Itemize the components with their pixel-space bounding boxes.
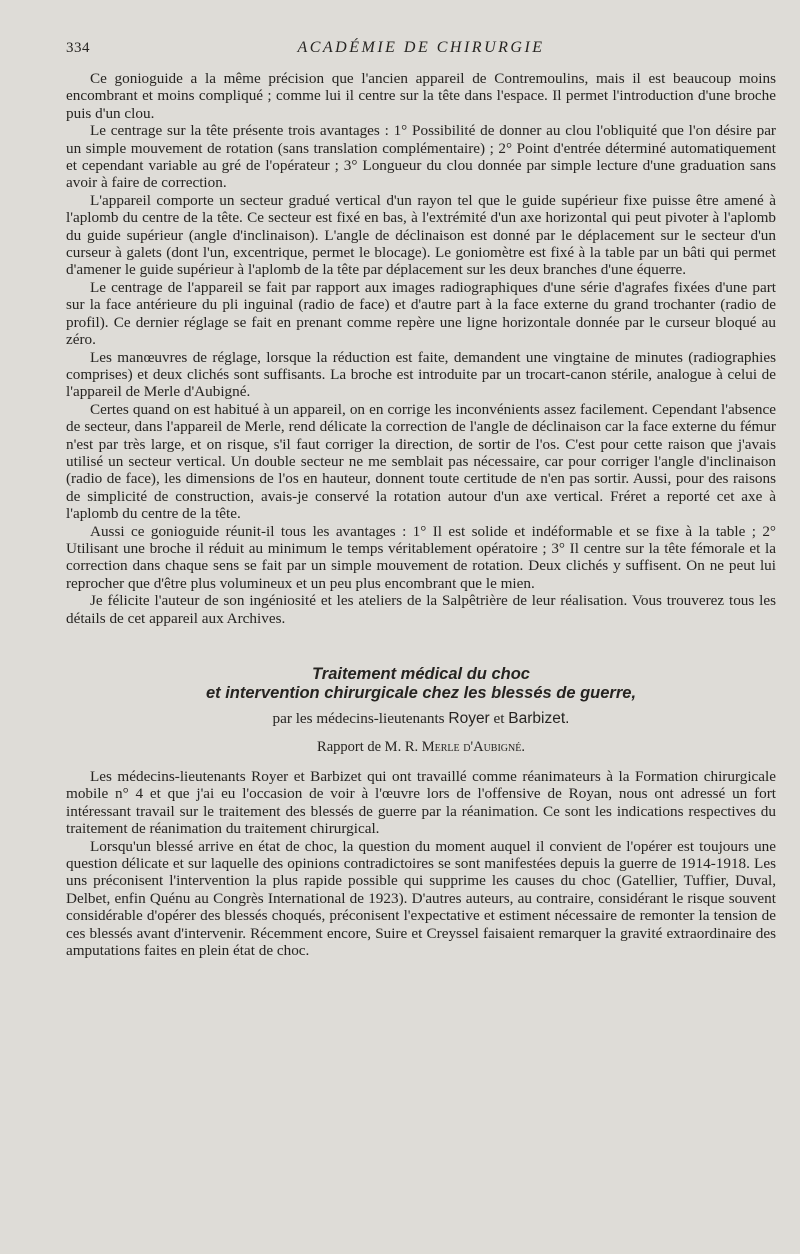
paragraph: L'appareil comporte un secteur gradué vertical d'un rayon tel que le guide supérieur fixe puisse être amené à l'aplomb du centre de la tête. Ce secteur est fixé en bas, à l'extrémité d'un axe horizontal qui peut pivoter à l'aplomb du guide supérieur (angle d'inclinaison). L'angle de déclinaison est donné par le déplacement sur le secteur d'un curseur à galets (dont l'un, excentrique, permet le blocage). Le goniomètre est fixé à la table par un bâti qui permet d'amener le guide supérieur à l'aplomb de la tête par déplacement sur les deux branches d'une équerre. bbox=[66, 191, 776, 279]
journal-title: ACADÉMIE DE CHIRURGIE bbox=[297, 39, 545, 56]
byline-conjunction: et bbox=[493, 710, 505, 727]
report-attribution bbox=[66, 739, 776, 756]
report-text-gonioguide bbox=[66, 70, 776, 627]
article-title-line-2: et intervention chirurgicale chez les blessés de guerre, bbox=[205, 684, 637, 702]
paragraph: Je félicite l'auteur de son ingéniosité et les ateliers de la Salpêtrière de leur réalisation. Vous trouverez tous les détails de cet appareil aux Archives. bbox=[66, 592, 776, 627]
paragraph: Les médecins-lieutenants Royer et Barbizet qui ont travaillé comme réanimateurs à la Formation chirurgicale mobile n° 4 et que j'ai eu l'occasion de voir à l'œuvre lors de l'offensive de Royan, nous ont adressé un fort intéressant travail sur le traitement des blessés de guerre par la réanimation. Ce sont les indications respectives du traitement de réanimation du traitement chirurgical. bbox=[66, 768, 776, 838]
byline bbox=[66, 710, 776, 728]
paragraph: Ce gonioguide a la même précision que l'ancien appareil de Contremoulins, mais il est beaucoup moins encombrant et moins compliqué ; comme lui il centre sur la tête dans l'espace. Il permet l'introduction d'une broche puis d'un clou. bbox=[66, 70, 776, 122]
paragraph: Le centrage de l'appareil se fait par rapport aux images radiographiques d'une série d'agrafes fixées d'une part sur la face antérieure du pli inguinal (radio de face) et d'autre part à la face externe du grand trochanter (radio de profil). Ce dernier réglage se fait en prenant comme repère une ligne horizontale donnée par le curseur bloqué au zéro. bbox=[66, 278, 776, 349]
paragraph: Lorsqu'un blessé arrive en état de choc, la question du moment auquel il convient de l'opérer est toujours une question délicate et sur laquelle des opinions contradictoires se sont manifestées depuis la guerre de 1914-1918. Les uns préconisent l'intervention la plus rapide possible qui supprime les causes du choc (Gatellier, Tuffier, Duval, Delbet, enfin Quénu au Congrès International de 1923). D'autres auteurs, au contraire, considérant le risque souvent considérable d'opérer des blessés choqués, préconisent l'expectative et estiment nécessaire de remonter la tension de ces blessés avant d'intervenir. Récemment encore, Suire et Creyssel faisaient remarquer la gravité extraordinaire des amputations faites en plein état de choc. bbox=[66, 837, 776, 960]
author-name: Barbizet. bbox=[508, 710, 570, 727]
report-text-shock bbox=[66, 768, 776, 959]
byline-prefix: par les médecins-lieutenants bbox=[272, 710, 445, 727]
running-head bbox=[66, 36, 776, 70]
author-name: Royer bbox=[448, 710, 490, 727]
article-title-line-1: Traitement médical du choc bbox=[312, 665, 530, 683]
paragraph: Certes quand on est habitué à un appareil, on en corrige les inconvénients assez facilement. Cependant l'absence de secteur, dans l'appareil de Merle, rend délicate la correction de l'angle de déclinaison car la face externe du fémur n'est par très large, et on risque, s'il faut corriger la direction, de sortir de l'os. C'est pour cette raison que j'avais utilisé un secteur vertical. Un double secteur ne me semblait pas nécessaire, car pour corriger l'angle d'inclinaison (radio de face), les dimensions de l'os en hauteur, donnent toute certitude de n'en pas sortir. Aussi, pour des raisons de simplicité de construction, avais-je conservé la rotation autour d'un axe vertical. Fréret a reporté cet axe à l'aplomb du centre de la tête. bbox=[66, 400, 776, 523]
article-title bbox=[66, 665, 776, 703]
paragraph: Aussi ce gonioguide réunit-il tous les avantages : 1° Il est solide et indéformable et se fixe à la table ; 2° Utilisant une broche il réduit au minimum le temps véritablement opératoire ; 3° Il centre sur la tête fémorale et la correction dans chaque sens se fait par un simple mouvement de rotation. Deux clichés y suffisent. On ne peut lui reprocher que d'être plus volumineux et un peu plus encombrant que le mien. bbox=[66, 522, 776, 592]
reporter-name: Merle d'Aubigné. bbox=[421, 739, 525, 755]
report-prefix: Rapport de M. R. bbox=[317, 739, 419, 755]
paragraph: Les manœuvres de réglage, lorsque la réduction est faite, demandent une vingtaine de minutes (radiographies comprises) et deux clichés sont suffisants. La broche est introduite par un trocart-canon stérile, analogue à celui de l'appareil de Merle d'Aubigné. bbox=[66, 348, 776, 401]
page-number: 334 bbox=[66, 40, 90, 56]
paragraph: Le centrage sur la tête présente trois avantages : 1° Possibilité de donner au clou l'obliquité que l'on désire par un simple mouvement de rotation (sans translation complémentaire) ; 2° Point d'entrée déterminé automatiquement et cependant variable au gré de l'opérateur ; 3° Longueur du clou donnée par simple lecture d'une graduation sans avoir à faire de correction. bbox=[66, 122, 776, 192]
